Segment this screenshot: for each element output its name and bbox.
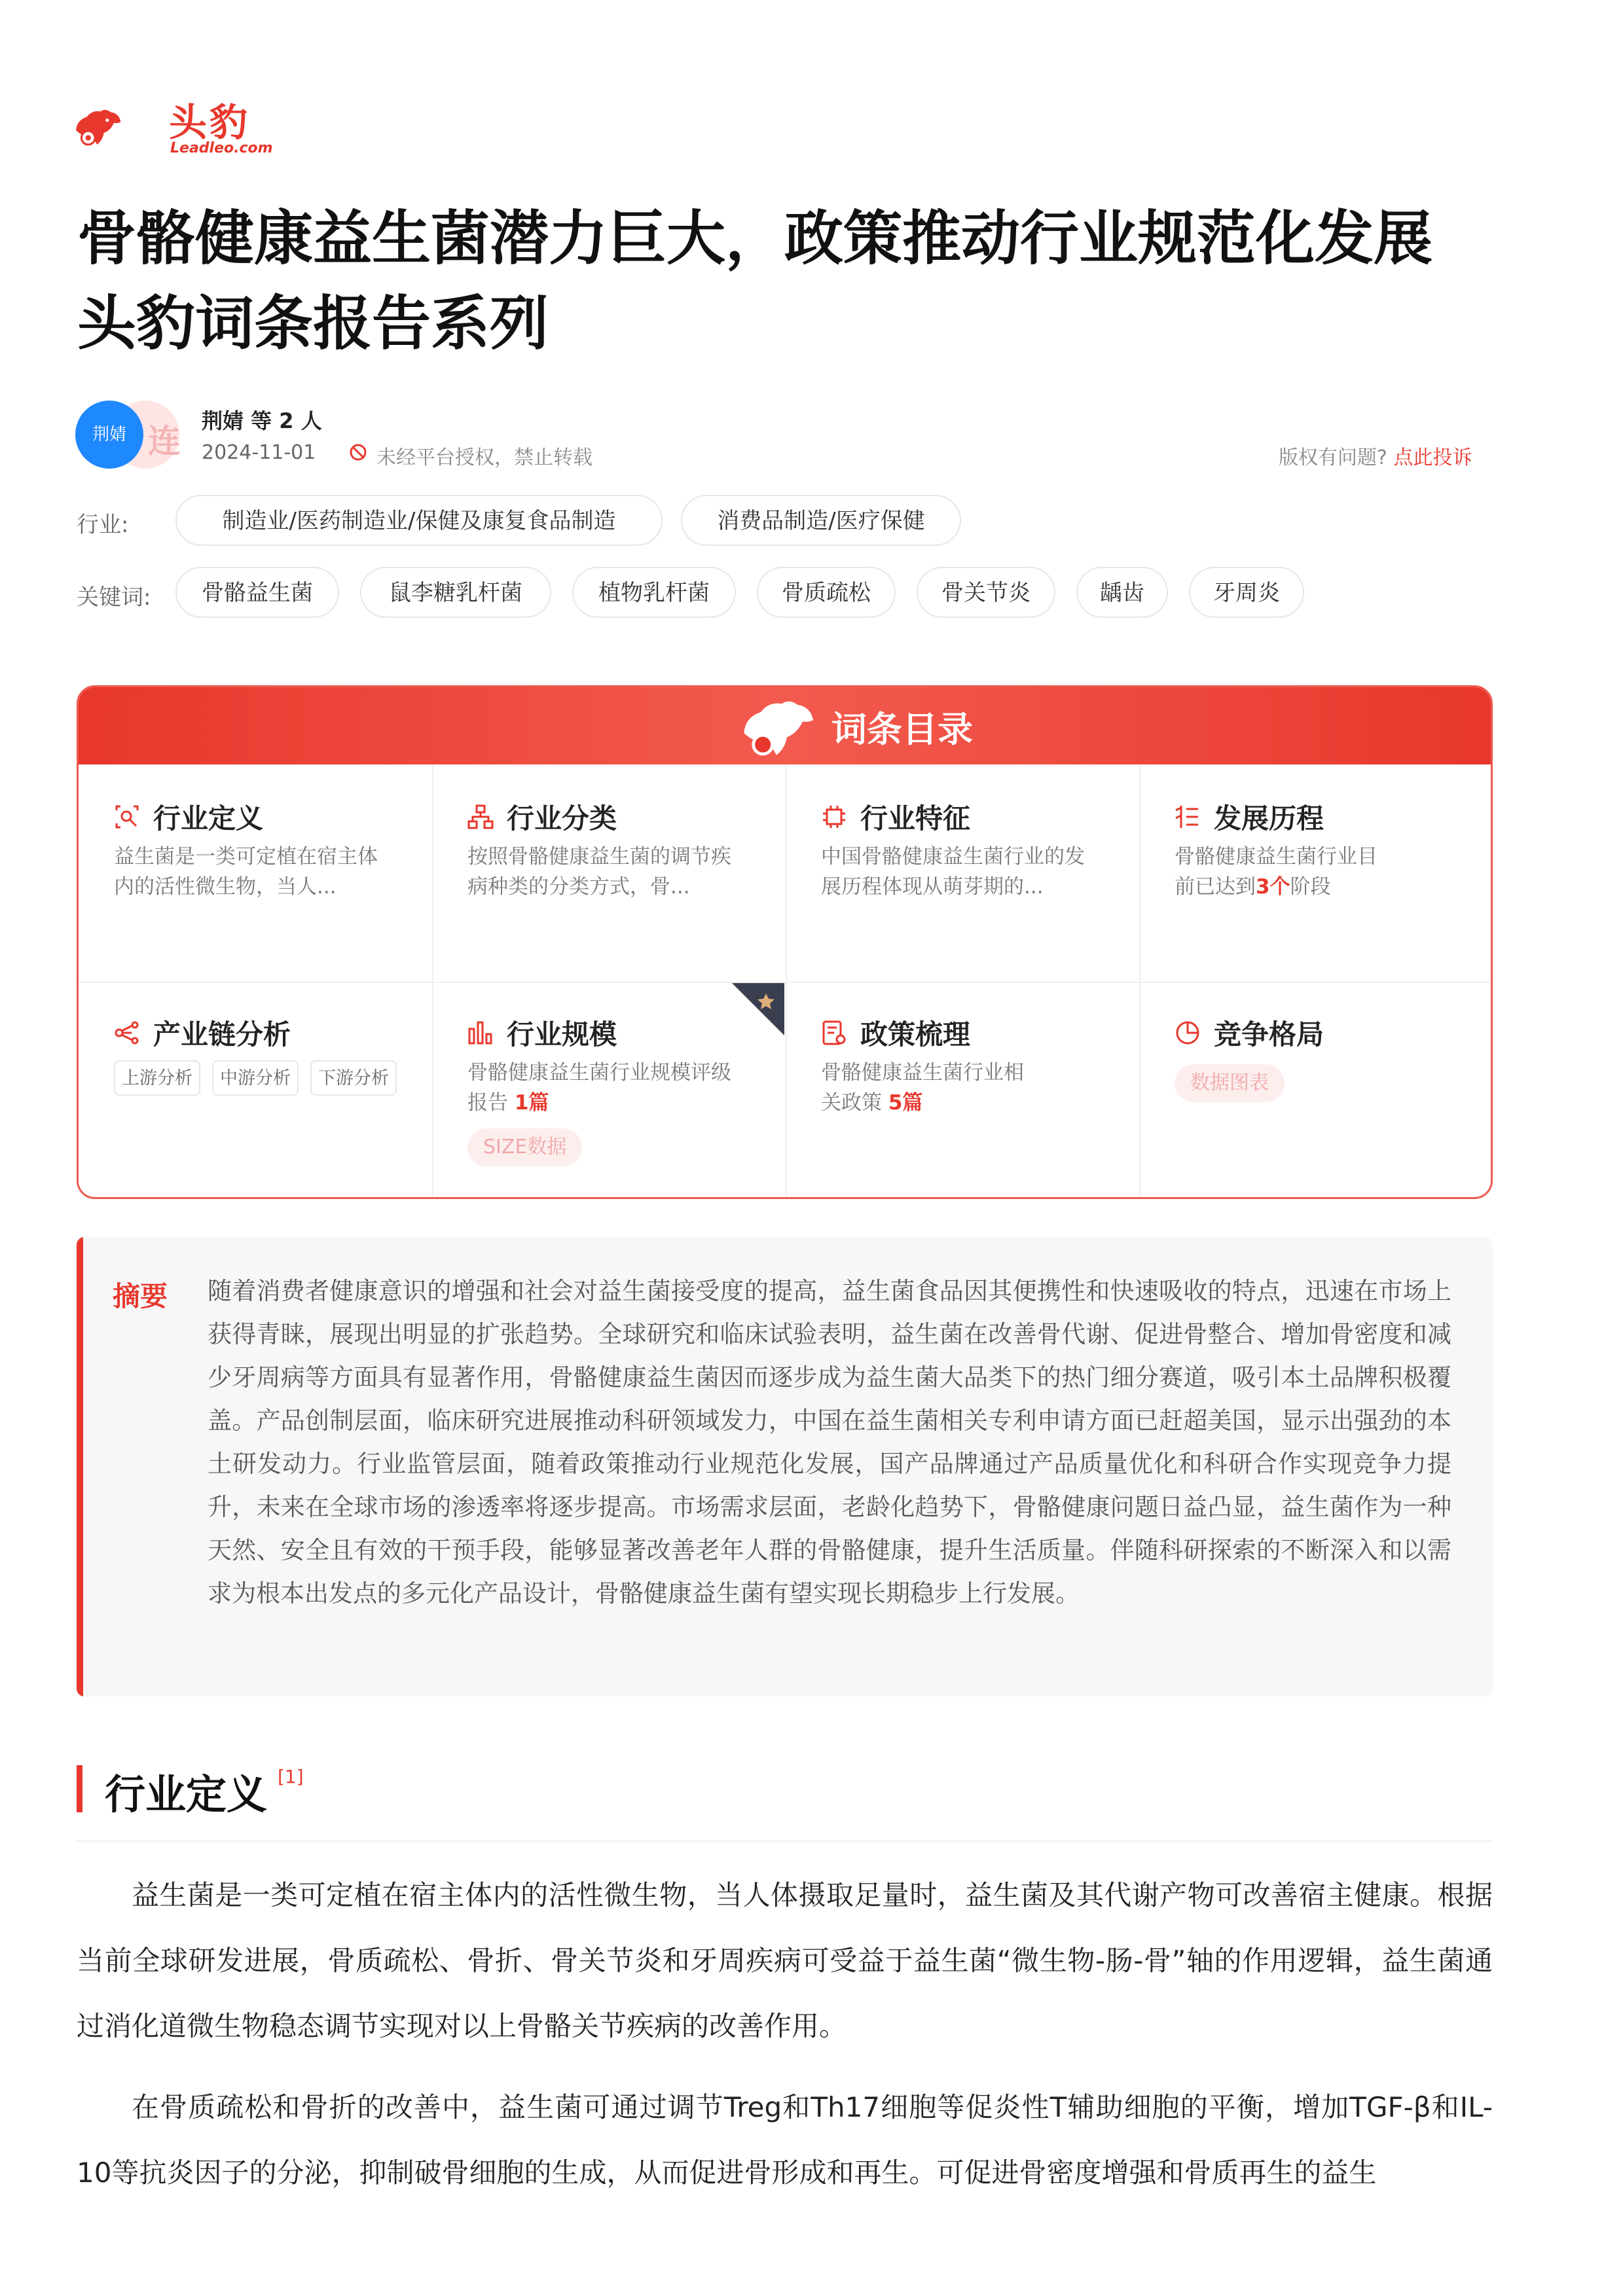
abstract-box bbox=[77, 1237, 1493, 1696]
cell-desc bbox=[821, 1058, 1037, 1118]
directory-item-industry-chain[interactable] bbox=[79, 983, 432, 1199]
keywords-label: 关键词: bbox=[77, 584, 151, 611]
industry-label: 行业: bbox=[77, 512, 129, 538]
publish-date: 2024-11-01 bbox=[202, 441, 316, 464]
abstract-label: 摘要 bbox=[113, 1280, 168, 1312]
title-line-1: 骨骼健康益生菌潜力巨大，政策推动行业规范化发展 bbox=[77, 204, 1432, 273]
cell-desc-text: 阶段 bbox=[1290, 875, 1331, 899]
report-link[interactable]: 点此投诉 bbox=[1393, 446, 1472, 469]
cell-title: 行业分类 bbox=[507, 802, 617, 834]
timeline-icon bbox=[1175, 804, 1201, 830]
hierarchy-icon bbox=[467, 804, 494, 830]
copyright-question: 版权有问题? bbox=[1279, 446, 1387, 469]
abstract-accent bbox=[77, 1237, 83, 1696]
directory-header bbox=[79, 687, 1491, 764]
keyword-tag[interactable]: 骨质疏松 bbox=[757, 567, 896, 618]
section-paragraph: 在骨质疏松和骨折的改善中，益生菌可通过调节Treg和Th17细胞等促炎性T辅助细胞的平衡，增加TGF-β和IL-10等抗炎因子的分泌，抑制破骨细胞的生成，从而促进骨形成和再生。可促进骨密度增强和骨质再生的益生 bbox=[77, 2091, 1493, 2189]
chain-icon bbox=[114, 1020, 140, 1046]
bar-chart-icon bbox=[467, 1020, 494, 1046]
keyword-tag[interactable]: 骨骼益生菌 bbox=[175, 567, 339, 618]
directory-item-market-size[interactable] bbox=[432, 983, 786, 1199]
cell-title: 行业特征 bbox=[860, 802, 971, 834]
industry-tag[interactable]: 消费品制造/医疗保健 bbox=[681, 495, 961, 546]
cell-title: 行业定义 bbox=[153, 802, 264, 834]
chip-icon bbox=[821, 804, 847, 830]
directory-card bbox=[77, 685, 1493, 1199]
page-title bbox=[77, 196, 1583, 367]
keyword-tag[interactable]: 鼠李糖乳杆菌 bbox=[360, 567, 551, 618]
cell-desc-count: 5篇 bbox=[888, 1091, 923, 1115]
cell-desc bbox=[1175, 842, 1391, 902]
cell-title: 行业规模 bbox=[507, 1018, 617, 1050]
chain-tag-midstream[interactable]: 中游分析 bbox=[212, 1060, 299, 1096]
industry-tag[interactable]: 制造业/医药制造业/保健及康复食品制造 bbox=[175, 495, 663, 546]
abstract-text: 随着消费者健康意识的增强和社会对益生菌接受度的提高，益生菌食品因其便携性和快速吸收的特点，迅速在市场上获得青睐，展现出明显的扩张趋势。全球研究和临床试验表明，益生菌在改善骨代谢、促进骨整合、增加骨密度和减少牙周病等方面具有显著作用，骨骼健康益生菌因而逐步成为益生菌大品类下的热门细分赛道，吸引本土品牌积极覆盖。产品创制层面，临床研究进展推动科研领域发力，中国在益生菌相关专利申请方面已赶超美国，显示出强劲的本土研发动力。行业监管层面，随着政策推动行业规范化发展，国产品牌通过产品质量优化和科研合作实现竞争力提升，未来在全球市场的渗透率将逐步提高。市场需求层面，老龄化趋势下，骨骼健康问题日益凸显，益生菌作为一种天然、安全且有效的干预手段，能够显著改善老年人群的骨骼健康，提升生活质量。伴随科研探索的不断深入和以需求为根本出发点的多元化产品设计，骨骼健康益生菌有望实现长期稳步上行发展。 bbox=[208, 1277, 1451, 1607]
cell-desc-count: 1篇 bbox=[514, 1091, 549, 1115]
directory-item-classification[interactable] bbox=[432, 764, 786, 982]
leopard-logo-icon bbox=[740, 696, 818, 759]
prohibited-icon bbox=[349, 443, 367, 461]
cell-desc-text: 骨骼健康益生菌行业目前已达到 bbox=[1175, 845, 1377, 899]
keyword-tag[interactable]: 龋齿 bbox=[1076, 567, 1168, 618]
directory-item-competition[interactable] bbox=[1139, 983, 1493, 1199]
section-accent bbox=[77, 1765, 82, 1812]
policy-icon bbox=[821, 1020, 847, 1046]
cell-desc: 益生菌是一类可定植在宿主体内的活性微生物，当人... bbox=[114, 845, 378, 899]
copyright-report bbox=[1279, 441, 1472, 470]
section-paragraph: 益生菌是一类可定植在宿主体内的活性微生物，当人体摄取足量时，益生菌及其代谢产物可改善宿主健康。根据当前全球研发进展，骨质疏松、骨折、骨关节炎和牙周疾病可受益于益生菌“微生物-肠-骨”轴的作用逻辑，益生菌通过消化道微生物稳态调节实现对以上骨骼关节疾病的改善作用。 bbox=[77, 1879, 1493, 2042]
chain-tag-upstream[interactable]: 上游分析 bbox=[114, 1060, 200, 1096]
cell-desc-text: 骨骼健康益生菌行业相关政策 bbox=[821, 1061, 1024, 1115]
directory-title: 词条目录 bbox=[831, 709, 973, 750]
cell-desc: 按照骨骼健康益生菌的调节疾病种类的分类方式，骨... bbox=[467, 845, 731, 899]
author-names[interactable]: 荆婧 等 2 人 bbox=[202, 408, 322, 433]
keyword-tag[interactable]: 牙周炎 bbox=[1189, 567, 1304, 618]
leopard-logo-icon bbox=[73, 88, 172, 166]
brand-domain: Leadleo.com bbox=[170, 140, 273, 156]
chain-tag-downstream[interactable]: 下游分析 bbox=[310, 1060, 397, 1096]
directory-item-policy[interactable] bbox=[786, 983, 1139, 1199]
cell-title: 竞争格局 bbox=[1214, 1018, 1324, 1050]
cell-title: 产业链分析 bbox=[153, 1018, 291, 1050]
pie-chart-icon bbox=[1175, 1020, 1201, 1046]
premium-corner-icon bbox=[732, 983, 784, 1035]
copy-notice: 未经平台授权，禁止转载 bbox=[376, 446, 593, 469]
section-ref[interactable]: [1] bbox=[278, 1766, 304, 1787]
avatar[interactable]: 荆婧 bbox=[75, 401, 143, 469]
size-data-pill[interactable]: SIZE数据 bbox=[467, 1128, 582, 1166]
section-divider bbox=[77, 1840, 1493, 1842]
data-chart-pill[interactable]: 数据图表 bbox=[1175, 1064, 1285, 1102]
keyword-tag[interactable]: 骨关节炎 bbox=[917, 567, 1055, 618]
avatar-secondary-text: 连 bbox=[148, 422, 181, 460]
keyword-tag[interactable]: 植物乳杆菌 bbox=[572, 567, 736, 618]
directory-item-definition[interactable] bbox=[79, 764, 432, 982]
cell-title: 发展历程 bbox=[1214, 802, 1324, 834]
directory-item-features[interactable] bbox=[786, 764, 1139, 982]
cell-desc-count: 3个 bbox=[1256, 875, 1290, 899]
search-doc-icon bbox=[114, 804, 140, 830]
section-title: 行业定义 bbox=[105, 1770, 268, 1818]
directory-item-history[interactable] bbox=[1139, 764, 1493, 982]
title-line-2: 头豹词条报告系列 bbox=[77, 289, 549, 358]
brand-name: 头豹 bbox=[169, 100, 251, 145]
cell-desc-text: 骨骼健康益生菌行业规模评级报告 bbox=[467, 1061, 731, 1115]
cell-desc: 中国骨骼健康益生菌行业的发展历程体现从萌芽期的... bbox=[821, 845, 1085, 899]
cell-title: 政策梳理 bbox=[860, 1018, 971, 1050]
cell-desc bbox=[467, 1058, 749, 1118]
